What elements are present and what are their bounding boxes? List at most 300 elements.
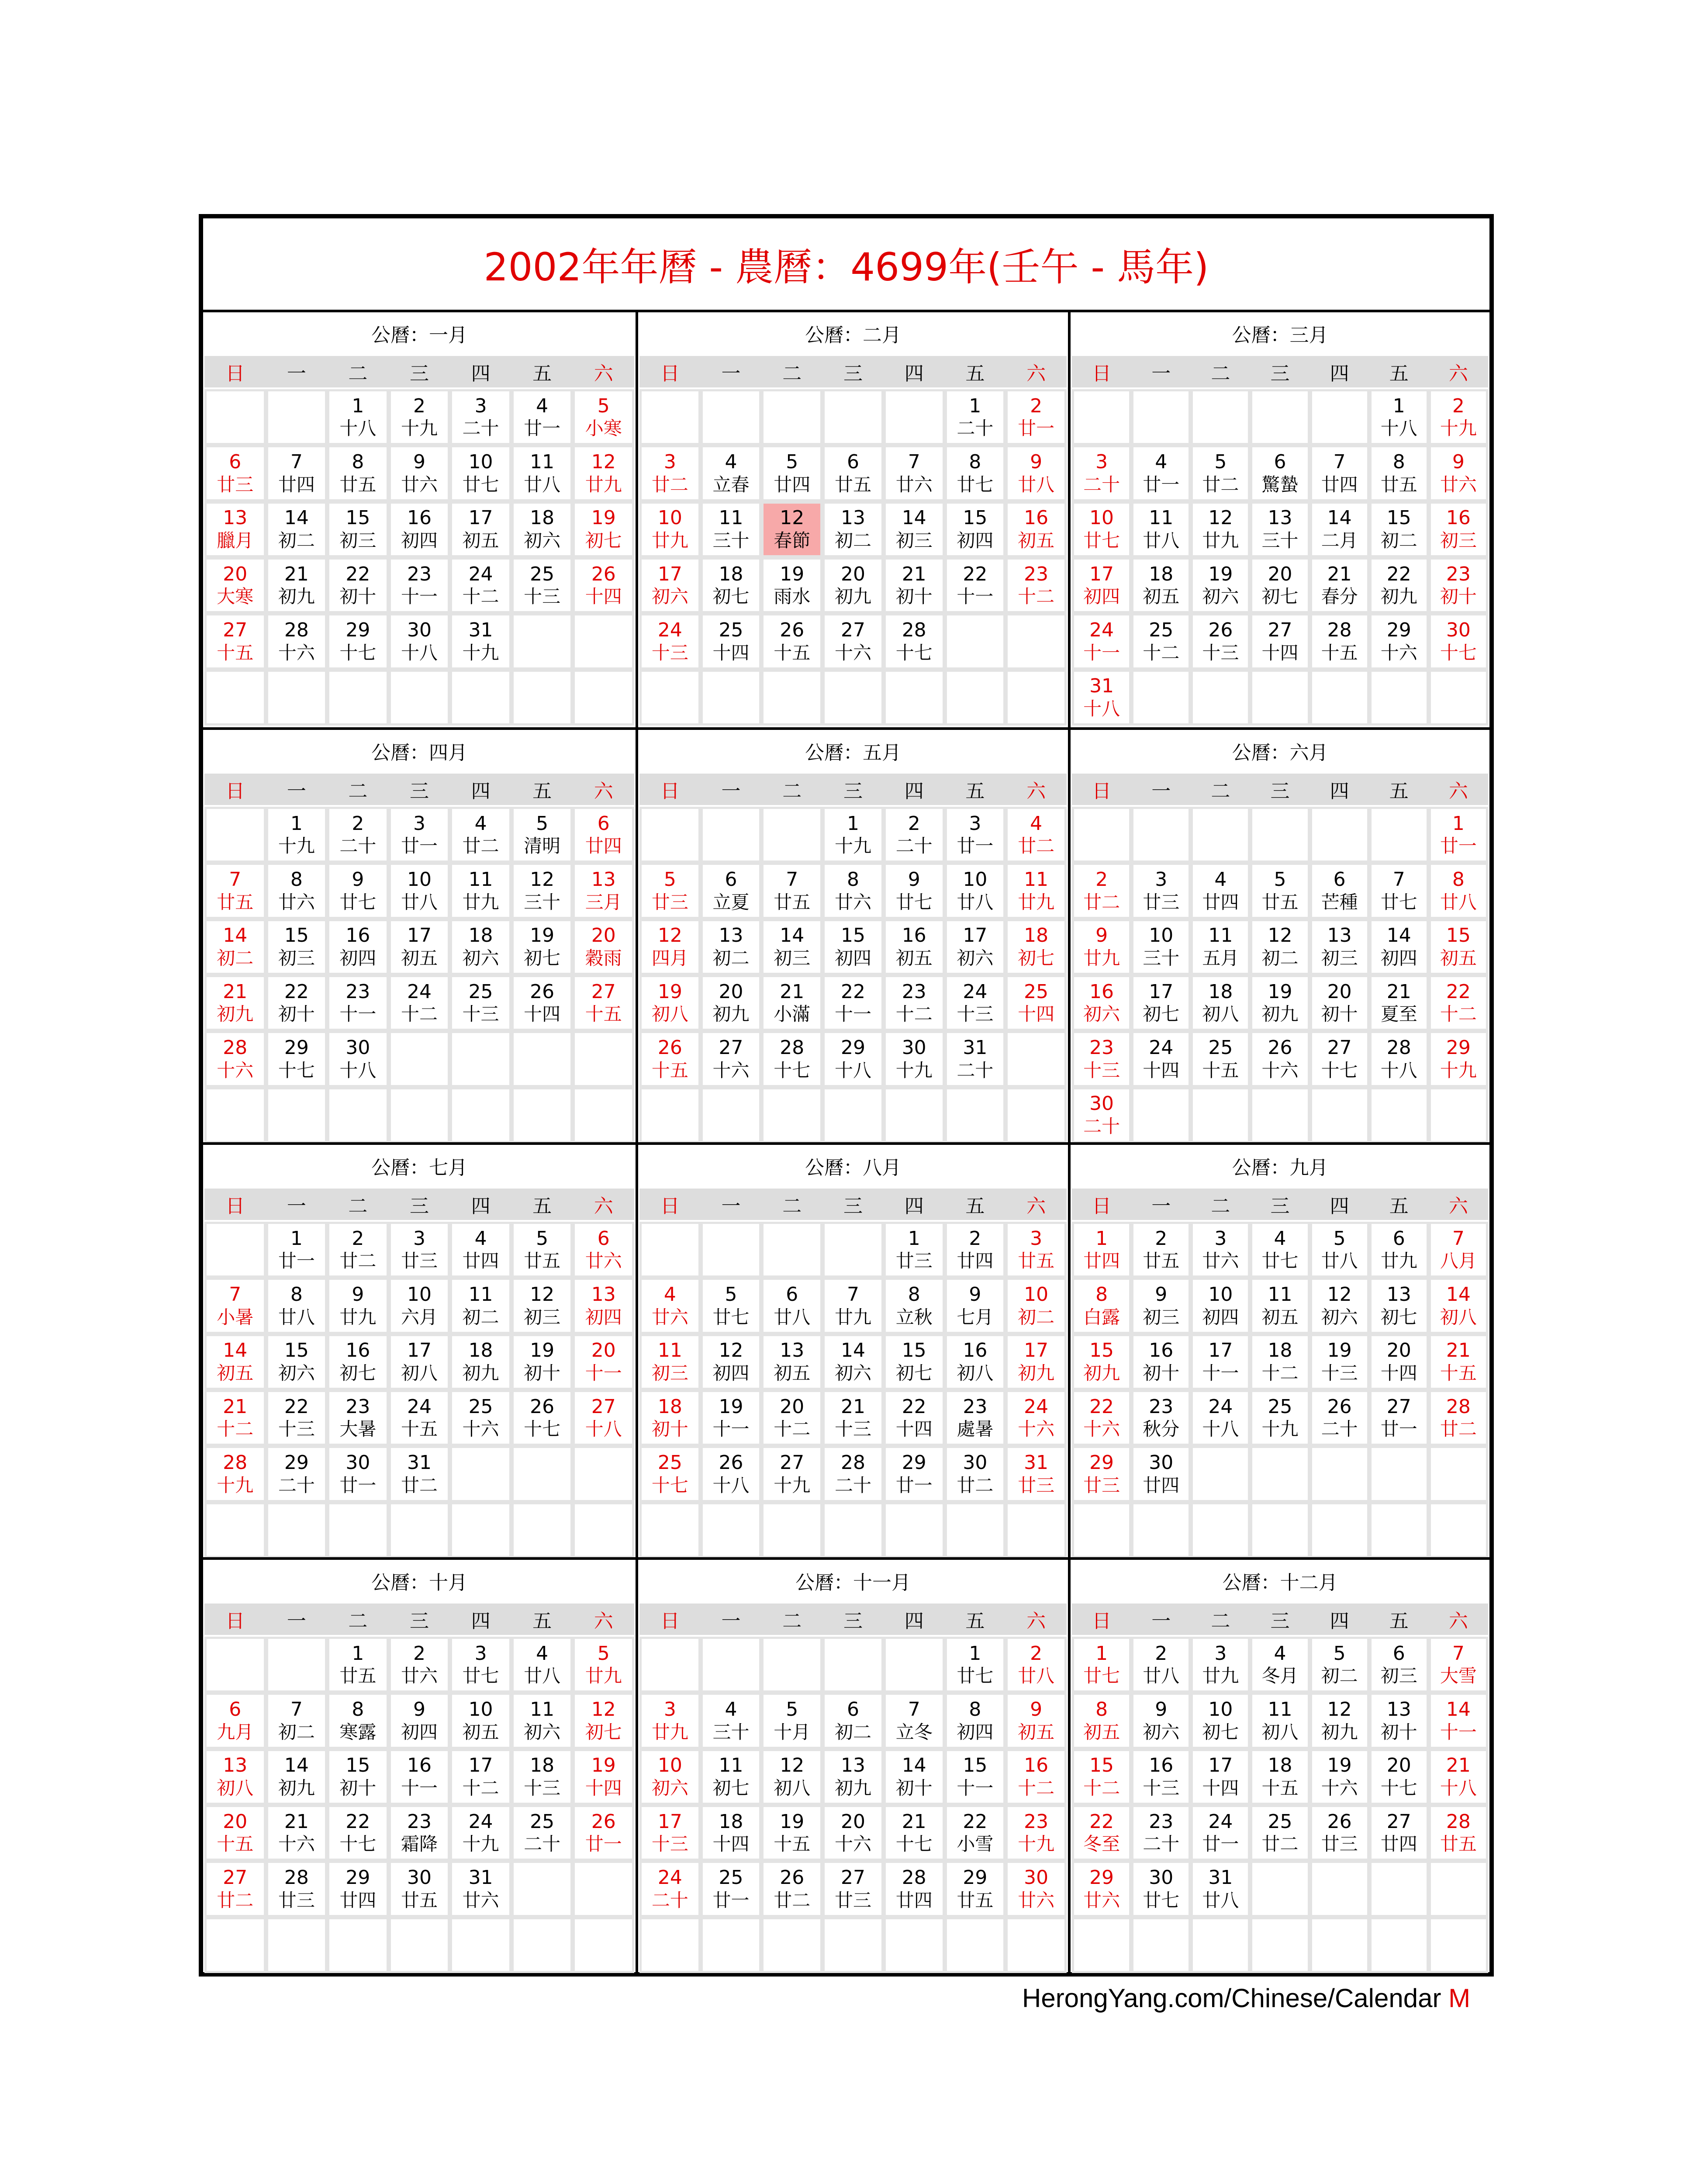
day-cell[interactable] xyxy=(1250,1749,1309,1805)
day-cell[interactable] xyxy=(1005,1390,1067,1446)
day-cell[interactable] xyxy=(761,501,822,557)
day-cell[interactable] xyxy=(389,1390,450,1446)
day-cell[interactable] xyxy=(389,613,450,669)
day-cell[interactable] xyxy=(573,919,634,975)
day-cell[interactable] xyxy=(266,1278,328,1334)
day-cell[interactable] xyxy=(1005,557,1067,613)
day-cell[interactable] xyxy=(1429,501,1488,557)
day-cell[interactable] xyxy=(701,445,762,501)
day-cell[interactable] xyxy=(327,389,389,445)
day-cell[interactable] xyxy=(639,1446,701,1502)
day-cell[interactable] xyxy=(761,613,822,669)
day-cell[interactable] xyxy=(1005,445,1067,501)
day-cell[interactable] xyxy=(1191,1637,1250,1693)
day-cell[interactable] xyxy=(450,1861,511,1917)
day-cell[interactable] xyxy=(204,1693,266,1749)
day-cell[interactable] xyxy=(266,975,328,1031)
day-cell[interactable] xyxy=(701,557,762,613)
day-cell[interactable] xyxy=(1005,1334,1067,1390)
day-cell[interactable] xyxy=(1005,1278,1067,1334)
day-cell[interactable] xyxy=(204,975,266,1031)
day-cell[interactable] xyxy=(1131,613,1191,669)
day-cell[interactable] xyxy=(639,445,701,501)
day-cell[interactable] xyxy=(1005,1749,1067,1805)
day-cell[interactable] xyxy=(639,975,701,1031)
day-cell[interactable] xyxy=(327,1390,389,1446)
day-cell[interactable] xyxy=(327,1805,389,1861)
day-cell[interactable] xyxy=(1250,1222,1309,1278)
day-cell[interactable] xyxy=(945,1390,1006,1446)
day-cell[interactable] xyxy=(573,1637,634,1693)
day-cell[interactable] xyxy=(639,1861,701,1917)
day-cell[interactable] xyxy=(1072,1222,1131,1278)
day-cell[interactable] xyxy=(204,1278,266,1334)
day-cell[interactable] xyxy=(1429,1222,1488,1278)
day-cell[interactable] xyxy=(327,1749,389,1805)
day-cell[interactable] xyxy=(639,1334,701,1390)
day-cell[interactable] xyxy=(450,1637,511,1693)
day-cell[interactable] xyxy=(327,1693,389,1749)
day-cell[interactable] xyxy=(1131,1805,1191,1861)
day-cell[interactable] xyxy=(1310,1278,1369,1334)
day-cell[interactable] xyxy=(511,557,573,613)
day-cell[interactable] xyxy=(701,1693,762,1749)
day-cell[interactable] xyxy=(1005,1693,1067,1749)
day-cell[interactable] xyxy=(266,1222,328,1278)
day-cell[interactable] xyxy=(639,1749,701,1805)
day-cell[interactable] xyxy=(884,1693,945,1749)
day-cell[interactable] xyxy=(884,613,945,669)
day-cell[interactable] xyxy=(511,1805,573,1861)
day-cell[interactable] xyxy=(1191,613,1250,669)
day-cell[interactable] xyxy=(1250,1031,1309,1087)
day-cell[interactable] xyxy=(204,1446,266,1502)
day-cell[interactable] xyxy=(1250,919,1309,975)
day-cell[interactable] xyxy=(266,613,328,669)
day-cell[interactable] xyxy=(327,1222,389,1278)
day-cell[interactable] xyxy=(884,557,945,613)
day-cell[interactable] xyxy=(761,863,822,919)
day-cell[interactable] xyxy=(1310,919,1369,975)
day-cell[interactable] xyxy=(945,1446,1006,1502)
day-cell[interactable] xyxy=(639,1390,701,1446)
day-cell[interactable] xyxy=(511,975,573,1031)
day-cell[interactable] xyxy=(1131,1278,1191,1334)
day-cell[interactable] xyxy=(573,1222,634,1278)
day-cell[interactable] xyxy=(1072,1087,1131,1143)
day-cell[interactable] xyxy=(701,1805,762,1861)
day-cell[interactable] xyxy=(945,501,1006,557)
day-cell[interactable] xyxy=(266,1861,328,1917)
day-cell[interactable] xyxy=(884,1749,945,1805)
day-cell[interactable] xyxy=(573,557,634,613)
day-cell[interactable] xyxy=(204,613,266,669)
day-cell[interactable] xyxy=(511,445,573,501)
day-cell[interactable] xyxy=(511,1390,573,1446)
day-cell[interactable] xyxy=(511,1693,573,1749)
day-cell[interactable] xyxy=(1250,557,1309,613)
day-cell[interactable] xyxy=(266,1390,328,1446)
day-cell[interactable] xyxy=(1191,557,1250,613)
day-cell[interactable] xyxy=(511,1749,573,1805)
day-cell[interactable] xyxy=(1369,1693,1429,1749)
day-cell[interactable] xyxy=(450,445,511,501)
day-cell[interactable] xyxy=(1072,863,1131,919)
day-cell[interactable] xyxy=(450,863,511,919)
day-cell[interactable] xyxy=(511,1278,573,1334)
day-cell[interactable] xyxy=(701,501,762,557)
day-cell[interactable] xyxy=(204,501,266,557)
day-cell[interactable] xyxy=(573,501,634,557)
day-cell[interactable] xyxy=(327,807,389,863)
day-cell[interactable] xyxy=(1131,1390,1191,1446)
day-cell[interactable] xyxy=(1250,1278,1309,1334)
day-cell[interactable] xyxy=(327,1031,389,1087)
day-cell[interactable] xyxy=(639,1031,701,1087)
day-cell[interactable] xyxy=(945,1805,1006,1861)
day-cell[interactable] xyxy=(204,1749,266,1805)
day-cell[interactable] xyxy=(204,1031,266,1087)
day-cell[interactable] xyxy=(822,501,884,557)
day-cell[interactable] xyxy=(639,1805,701,1861)
day-cell[interactable] xyxy=(573,1278,634,1334)
day-cell[interactable] xyxy=(1131,1031,1191,1087)
day-cell[interactable] xyxy=(761,975,822,1031)
day-cell[interactable] xyxy=(1072,1861,1131,1917)
day-cell[interactable] xyxy=(639,613,701,669)
day-cell[interactable] xyxy=(1191,863,1250,919)
day-cell[interactable] xyxy=(1005,1637,1067,1693)
day-cell[interactable] xyxy=(204,863,266,919)
day-cell[interactable] xyxy=(327,1278,389,1334)
day-cell[interactable] xyxy=(945,557,1006,613)
day-cell[interactable] xyxy=(450,1390,511,1446)
day-cell[interactable] xyxy=(639,863,701,919)
day-cell[interactable] xyxy=(1191,1861,1250,1917)
day-cell[interactable] xyxy=(1131,1446,1191,1502)
day-cell[interactable] xyxy=(761,557,822,613)
day-cell[interactable] xyxy=(327,445,389,501)
day-cell[interactable] xyxy=(450,1278,511,1334)
day-cell[interactable] xyxy=(639,557,701,613)
day-cell[interactable] xyxy=(204,1334,266,1390)
day-cell[interactable] xyxy=(389,389,450,445)
day-cell[interactable] xyxy=(1005,1222,1067,1278)
day-cell[interactable] xyxy=(204,1805,266,1861)
day-cell[interactable] xyxy=(822,1861,884,1917)
day-cell[interactable] xyxy=(389,863,450,919)
day-cell[interactable] xyxy=(822,1749,884,1805)
day-cell[interactable] xyxy=(1310,557,1369,613)
day-cell[interactable] xyxy=(822,1278,884,1334)
day-cell[interactable] xyxy=(1191,1693,1250,1749)
day-cell[interactable] xyxy=(1072,613,1131,669)
day-cell[interactable] xyxy=(327,975,389,1031)
day-cell[interactable] xyxy=(945,1031,1006,1087)
day-cell[interactable] xyxy=(1429,1031,1488,1087)
day-cell[interactable] xyxy=(511,919,573,975)
day-cell[interactable] xyxy=(884,1334,945,1390)
day-cell[interactable] xyxy=(573,1693,634,1749)
day-cell[interactable] xyxy=(1072,670,1131,726)
day-cell[interactable] xyxy=(1429,975,1488,1031)
day-cell[interactable] xyxy=(639,919,701,975)
day-cell[interactable] xyxy=(1369,1334,1429,1390)
day-cell[interactable] xyxy=(1131,1861,1191,1917)
day-cell[interactable] xyxy=(1310,1637,1369,1693)
day-cell[interactable] xyxy=(1429,613,1488,669)
day-cell[interactable] xyxy=(389,1334,450,1390)
day-cell[interactable] xyxy=(266,1805,328,1861)
day-cell[interactable] xyxy=(1369,975,1429,1031)
day-cell[interactable] xyxy=(1072,501,1131,557)
day-cell[interactable] xyxy=(450,1805,511,1861)
day-cell[interactable] xyxy=(573,975,634,1031)
day-cell[interactable] xyxy=(450,807,511,863)
day-cell[interactable] xyxy=(511,501,573,557)
day-cell[interactable] xyxy=(1191,1031,1250,1087)
day-cell[interactable] xyxy=(389,1637,450,1693)
day-cell[interactable] xyxy=(450,557,511,613)
day-cell[interactable] xyxy=(511,389,573,445)
day-cell[interactable] xyxy=(1429,445,1488,501)
day-cell[interactable] xyxy=(1072,1805,1131,1861)
day-cell[interactable] xyxy=(1250,501,1309,557)
day-cell[interactable] xyxy=(639,1278,701,1334)
day-cell[interactable] xyxy=(1429,389,1488,445)
day-cell[interactable] xyxy=(761,1693,822,1749)
day-cell[interactable] xyxy=(822,863,884,919)
day-cell[interactable] xyxy=(389,919,450,975)
day-cell[interactable] xyxy=(1072,919,1131,975)
day-cell[interactable] xyxy=(701,863,762,919)
day-cell[interactable] xyxy=(1131,445,1191,501)
day-cell[interactable] xyxy=(327,863,389,919)
day-cell[interactable] xyxy=(945,1637,1006,1693)
day-cell[interactable] xyxy=(761,1446,822,1502)
day-cell[interactable] xyxy=(1429,1805,1488,1861)
day-cell[interactable] xyxy=(389,1693,450,1749)
day-cell[interactable] xyxy=(511,1637,573,1693)
day-cell[interactable] xyxy=(266,1334,328,1390)
day-cell[interactable] xyxy=(327,613,389,669)
day-cell[interactable] xyxy=(1005,1861,1067,1917)
day-cell[interactable] xyxy=(761,1805,822,1861)
day-cell[interactable] xyxy=(1310,1222,1369,1278)
day-cell[interactable] xyxy=(1429,1278,1488,1334)
day-cell[interactable] xyxy=(884,1861,945,1917)
day-cell[interactable] xyxy=(1369,863,1429,919)
day-cell[interactable] xyxy=(701,613,762,669)
day-cell[interactable] xyxy=(1191,1222,1250,1278)
day-cell[interactable] xyxy=(822,975,884,1031)
day-cell[interactable] xyxy=(1191,1334,1250,1390)
day-cell[interactable] xyxy=(1369,1637,1429,1693)
day-cell[interactable] xyxy=(266,557,328,613)
day-cell[interactable] xyxy=(389,1446,450,1502)
day-cell[interactable] xyxy=(884,1390,945,1446)
day-cell[interactable] xyxy=(1429,1637,1488,1693)
day-cell[interactable] xyxy=(1429,1390,1488,1446)
day-cell[interactable] xyxy=(1369,389,1429,445)
day-cell[interactable] xyxy=(639,1693,701,1749)
day-cell[interactable] xyxy=(1250,863,1309,919)
day-cell[interactable] xyxy=(389,807,450,863)
day-cell[interactable] xyxy=(701,1334,762,1390)
day-cell[interactable] xyxy=(822,557,884,613)
day-cell[interactable] xyxy=(822,1390,884,1446)
day-cell[interactable] xyxy=(389,975,450,1031)
day-cell[interactable] xyxy=(1310,1693,1369,1749)
day-cell[interactable] xyxy=(822,807,884,863)
day-cell[interactable] xyxy=(573,863,634,919)
day-cell[interactable] xyxy=(1310,501,1369,557)
day-cell[interactable] xyxy=(1250,1334,1309,1390)
day-cell[interactable] xyxy=(1072,1693,1131,1749)
day-cell[interactable] xyxy=(1369,1390,1429,1446)
day-cell[interactable] xyxy=(822,1334,884,1390)
day-cell[interactable] xyxy=(450,919,511,975)
day-cell[interactable] xyxy=(1131,501,1191,557)
day-cell[interactable] xyxy=(1310,1334,1369,1390)
day-cell[interactable] xyxy=(884,501,945,557)
day-cell[interactable] xyxy=(389,501,450,557)
day-cell[interactable] xyxy=(573,1334,634,1390)
day-cell[interactable] xyxy=(1072,1637,1131,1693)
day-cell[interactable] xyxy=(1429,863,1488,919)
day-cell[interactable] xyxy=(884,975,945,1031)
day-cell[interactable] xyxy=(822,1693,884,1749)
day-cell[interactable] xyxy=(1369,1278,1429,1334)
day-cell[interactable] xyxy=(1005,975,1067,1031)
day-cell[interactable] xyxy=(1429,1334,1488,1390)
day-cell[interactable] xyxy=(1005,919,1067,975)
day-cell[interactable] xyxy=(1131,1637,1191,1693)
day-cell[interactable] xyxy=(450,1334,511,1390)
day-cell[interactable] xyxy=(1005,807,1067,863)
day-cell[interactable] xyxy=(761,1278,822,1334)
day-cell[interactable] xyxy=(1369,1749,1429,1805)
day-cell[interactable] xyxy=(327,1334,389,1390)
day-cell[interactable] xyxy=(945,863,1006,919)
day-cell[interactable] xyxy=(1131,1693,1191,1749)
day-cell[interactable] xyxy=(511,1334,573,1390)
day-cell[interactable] xyxy=(1369,1805,1429,1861)
day-cell[interactable] xyxy=(389,1222,450,1278)
day-cell[interactable] xyxy=(1072,975,1131,1031)
day-cell[interactable] xyxy=(573,445,634,501)
day-cell[interactable] xyxy=(1131,1749,1191,1805)
day-cell[interactable] xyxy=(1429,919,1488,975)
day-cell[interactable] xyxy=(450,501,511,557)
day-cell[interactable] xyxy=(1369,501,1429,557)
day-cell[interactable] xyxy=(701,1390,762,1446)
day-cell[interactable] xyxy=(884,1278,945,1334)
day-cell[interactable] xyxy=(1250,975,1309,1031)
day-cell[interactable] xyxy=(1250,1693,1309,1749)
day-cell[interactable] xyxy=(945,445,1006,501)
day-cell[interactable] xyxy=(1191,1390,1250,1446)
day-cell[interactable] xyxy=(639,501,701,557)
day-cell[interactable] xyxy=(327,501,389,557)
day-cell[interactable] xyxy=(1005,389,1067,445)
day-cell[interactable] xyxy=(573,389,634,445)
day-cell[interactable] xyxy=(327,1861,389,1917)
day-cell[interactable] xyxy=(204,557,266,613)
day-cell[interactable] xyxy=(204,445,266,501)
day-cell[interactable] xyxy=(266,919,328,975)
day-cell[interactable] xyxy=(1250,445,1309,501)
day-cell[interactable] xyxy=(1429,1693,1488,1749)
day-cell[interactable] xyxy=(450,1693,511,1749)
day-cell[interactable] xyxy=(1191,501,1250,557)
day-cell[interactable] xyxy=(945,1334,1006,1390)
day-cell[interactable] xyxy=(1131,557,1191,613)
day-cell[interactable] xyxy=(701,975,762,1031)
day-cell[interactable] xyxy=(389,1749,450,1805)
day-cell[interactable] xyxy=(945,1222,1006,1278)
day-cell[interactable] xyxy=(1072,1334,1131,1390)
day-cell[interactable] xyxy=(945,389,1006,445)
day-cell[interactable] xyxy=(1310,1031,1369,1087)
day-cell[interactable] xyxy=(204,919,266,975)
day-cell[interactable] xyxy=(1429,807,1488,863)
day-cell[interactable] xyxy=(1131,975,1191,1031)
day-cell[interactable] xyxy=(822,1805,884,1861)
day-cell[interactable] xyxy=(1005,863,1067,919)
day-cell[interactable] xyxy=(945,807,1006,863)
day-cell[interactable] xyxy=(1310,863,1369,919)
day-cell[interactable] xyxy=(1072,1390,1131,1446)
day-cell[interactable] xyxy=(1131,919,1191,975)
day-cell[interactable] xyxy=(884,863,945,919)
day-cell[interactable] xyxy=(945,1693,1006,1749)
day-cell[interactable] xyxy=(1250,613,1309,669)
day-cell[interactable] xyxy=(204,1390,266,1446)
day-cell[interactable] xyxy=(266,445,328,501)
day-cell[interactable] xyxy=(1072,1278,1131,1334)
day-cell[interactable] xyxy=(884,1031,945,1087)
day-cell[interactable] xyxy=(1250,1805,1309,1861)
day-cell[interactable] xyxy=(1369,613,1429,669)
day-cell[interactable] xyxy=(701,1278,762,1334)
footer-url[interactable]: HerongYang.com/Chinese/Calendar xyxy=(1022,1984,1441,2013)
day-cell[interactable] xyxy=(266,1693,328,1749)
day-cell[interactable] xyxy=(327,1446,389,1502)
day-cell[interactable] xyxy=(266,863,328,919)
day-cell[interactable] xyxy=(884,1446,945,1502)
day-cell[interactable] xyxy=(389,1861,450,1917)
day-cell[interactable] xyxy=(761,1334,822,1390)
day-cell[interactable] xyxy=(1072,557,1131,613)
day-cell[interactable] xyxy=(266,1749,328,1805)
day-cell[interactable] xyxy=(701,1446,762,1502)
day-cell[interactable] xyxy=(701,1861,762,1917)
day-cell[interactable] xyxy=(1310,975,1369,1031)
day-cell[interactable] xyxy=(573,1390,634,1446)
day-cell[interactable] xyxy=(1191,975,1250,1031)
day-cell[interactable] xyxy=(204,1861,266,1917)
day-cell[interactable] xyxy=(822,919,884,975)
day-cell[interactable] xyxy=(1250,1390,1309,1446)
day-cell[interactable] xyxy=(1310,1805,1369,1861)
day-cell[interactable] xyxy=(945,1749,1006,1805)
day-cell[interactable] xyxy=(266,807,328,863)
day-cell[interactable] xyxy=(511,863,573,919)
day-cell[interactable] xyxy=(1191,445,1250,501)
day-cell[interactable] xyxy=(573,1749,634,1805)
day-cell[interactable] xyxy=(1310,1390,1369,1446)
